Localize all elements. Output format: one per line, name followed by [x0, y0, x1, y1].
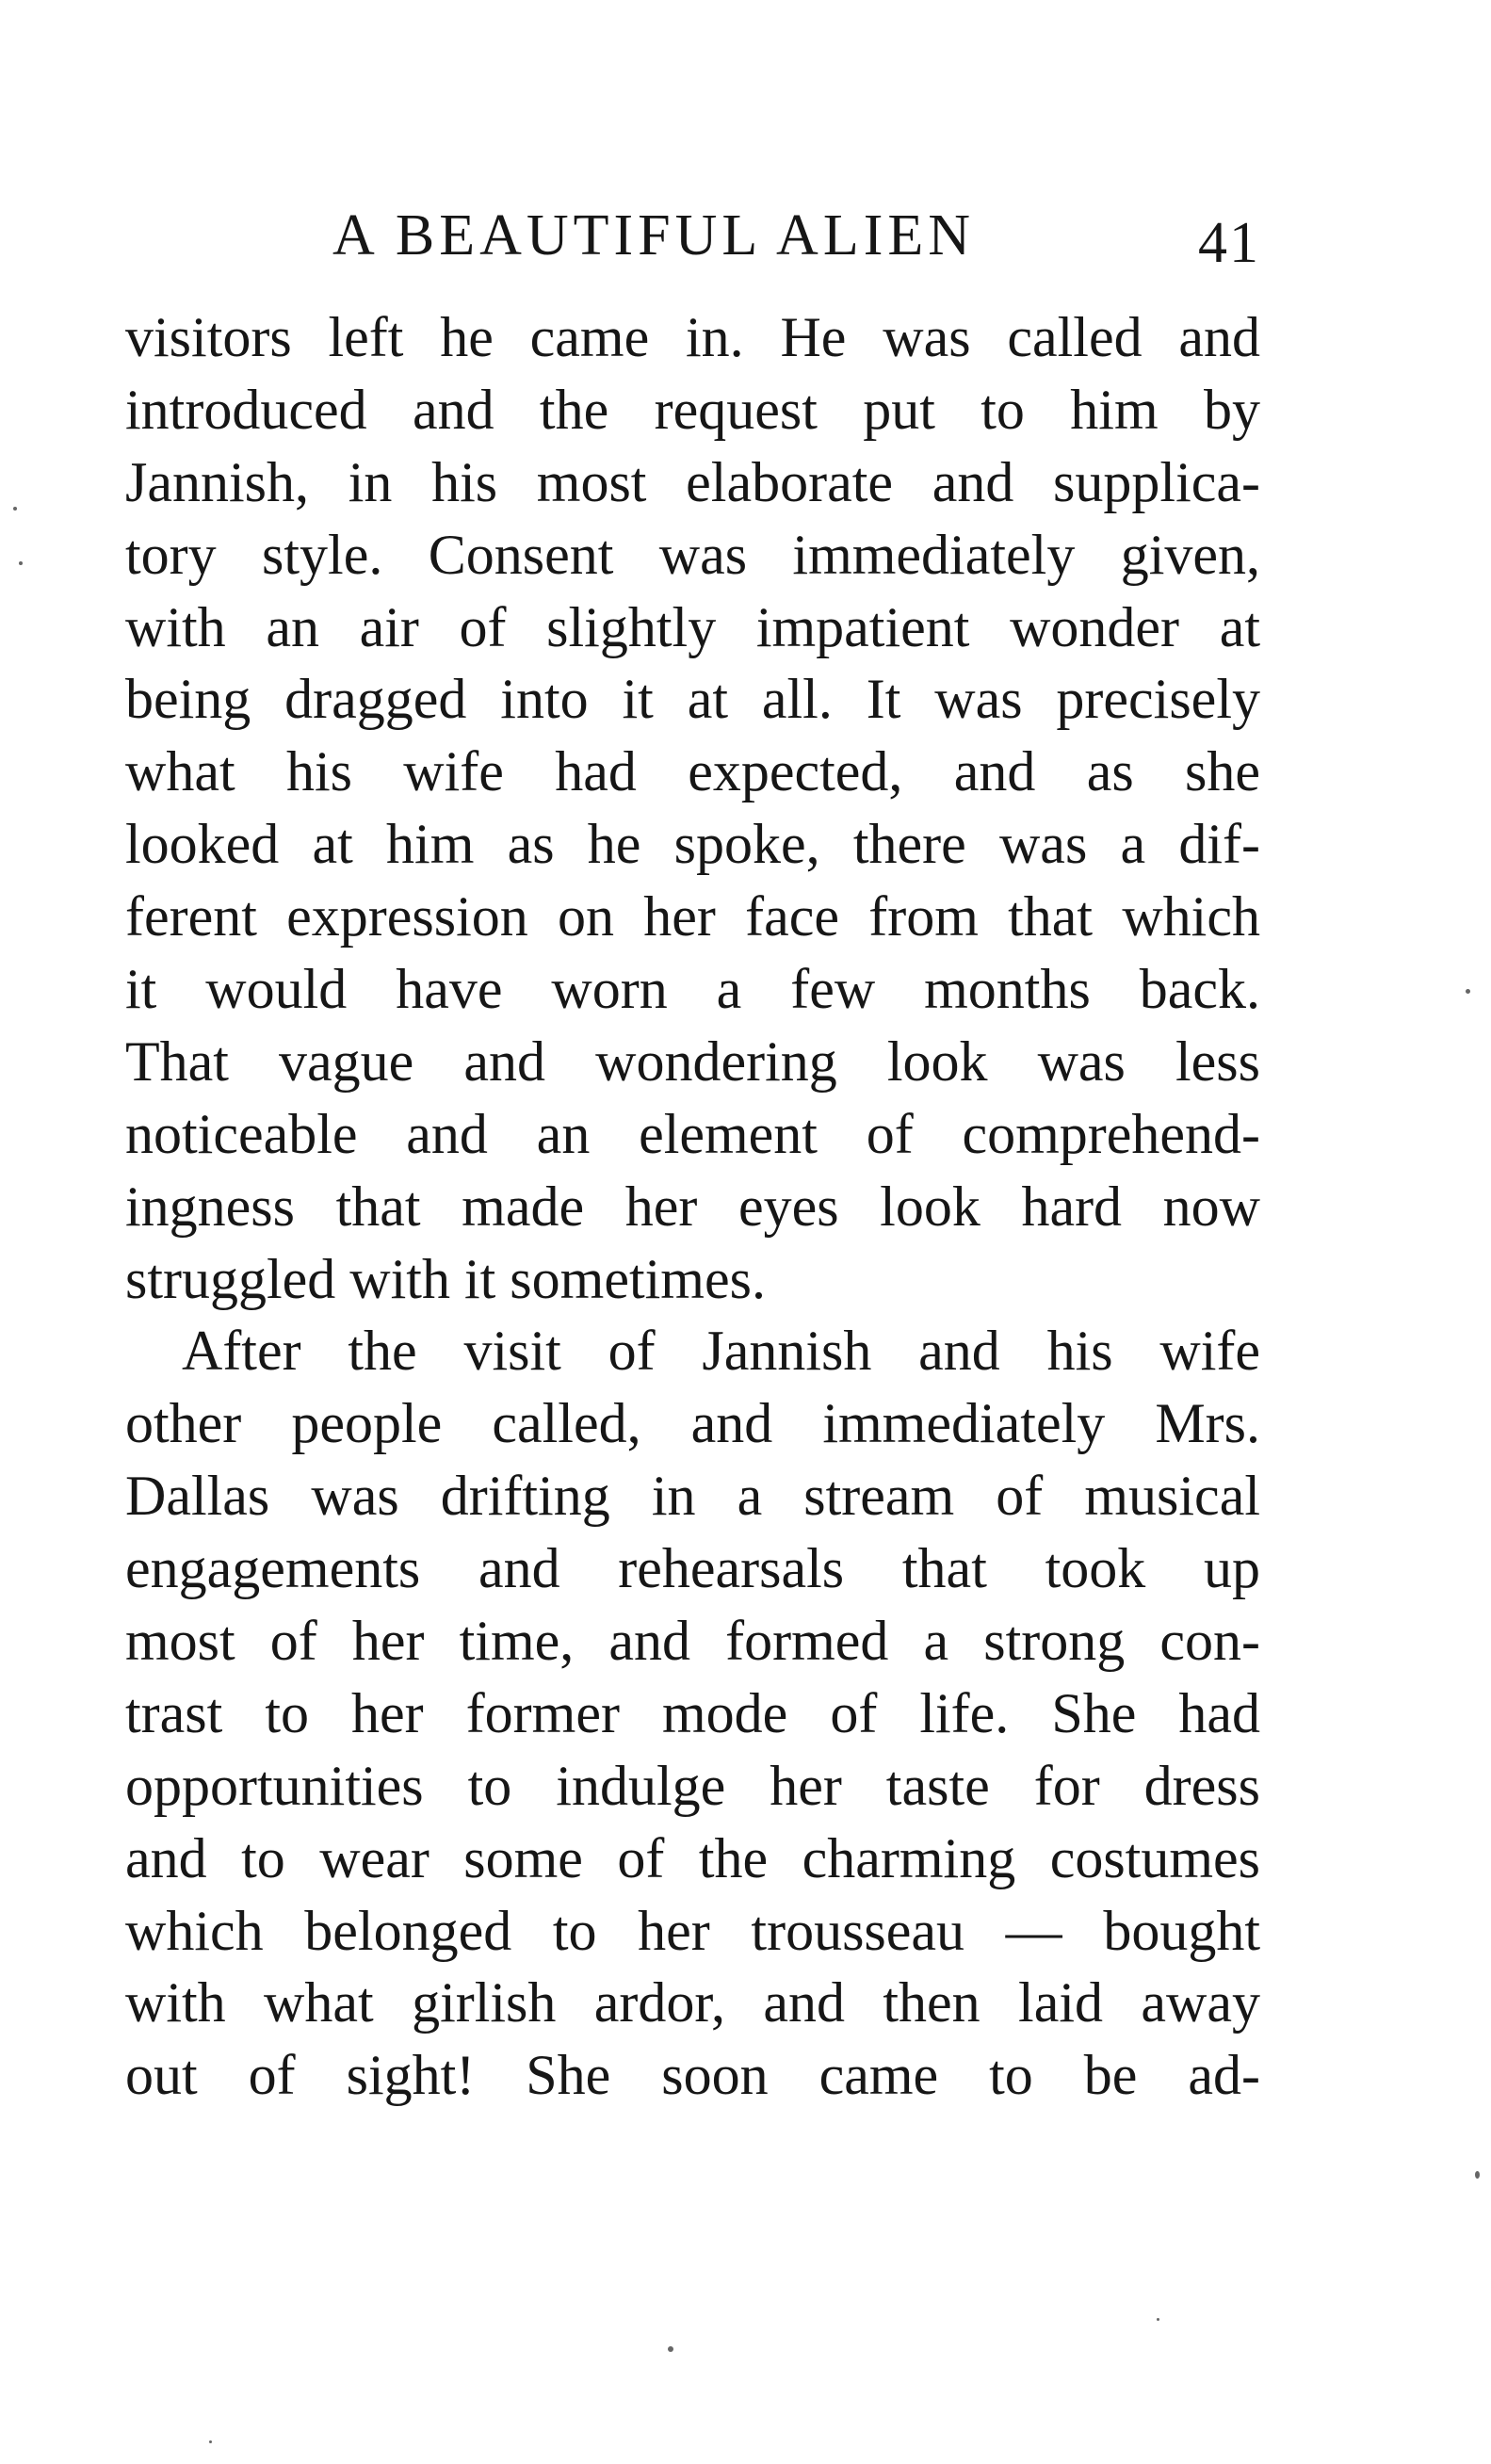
scan-speck — [19, 561, 23, 565]
text-line: most of her time, and formed a strong con- — [125, 1610, 1260, 1673]
text-line: with an air of slightly impatient wonder at — [125, 595, 1260, 658]
text-line: ingness that made her eyes look hard now — [125, 1175, 1260, 1238]
text-line: and to wear some of the charming costumes — [125, 1826, 1260, 1889]
text-line: Jannish, in his most elaborate and supplica- — [125, 450, 1260, 513]
running-title: A BEAUTIFUL ALIEN — [332, 203, 975, 267]
text-line: introduced and the request put to him by — [125, 378, 1260, 441]
text-line: tory style. Consent was immediately given, — [125, 523, 1260, 586]
text-line: engagements and rehearsals that took up — [125, 1537, 1260, 1600]
text-line: trast to her former mode of life. She had — [125, 1681, 1260, 1744]
text-line: ferent expression on her face from that which — [125, 885, 1260, 948]
text-line: looked at him as he spoke, there was a dif- — [125, 813, 1260, 876]
scan-speck — [209, 2440, 212, 2443]
text-line: it would have worn a few months back. — [125, 958, 1260, 1021]
running-head — [130, 193, 1260, 278]
text-line: Dallas was drifting in a stream of musical — [125, 1465, 1260, 1528]
text-line: visitors left he came in. He was called and — [125, 306, 1260, 368]
text-line: opportunities to indulge her taste for dress — [125, 1754, 1260, 1817]
page-number: 41 — [1198, 211, 1260, 275]
text-line: being dragged into it at all. It was precisely — [125, 668, 1260, 731]
paragraph-end-line: struggled with it sometimes. — [125, 1247, 766, 1310]
scan-speck — [668, 2346, 673, 2352]
scan-speck — [1475, 2171, 1480, 2179]
text-line: what his wife had expected, and as she — [125, 740, 1260, 803]
scan-speck — [1157, 2318, 1159, 2321]
text-line: with what girlish ardor, and then laid away — [125, 1971, 1260, 2034]
scan-speck — [1466, 989, 1470, 994]
text-line: out of sight! She soon came to be ad- — [125, 2044, 1260, 2107]
text-line: which belonged to her trousseau — bought — [125, 1899, 1260, 1962]
scan-speck — [13, 507, 17, 511]
paragraph-start-line: After the visit of Jannish and his wife — [182, 1320, 1260, 1383]
text-line: That vague and wondering look was less — [125, 1029, 1260, 1093]
text-line: other people called, and immediately Mrs. — [125, 1392, 1260, 1455]
body-text — [125, 301, 1260, 2112]
text-line: noticeable and an element of comprehend- — [125, 1102, 1260, 1165]
